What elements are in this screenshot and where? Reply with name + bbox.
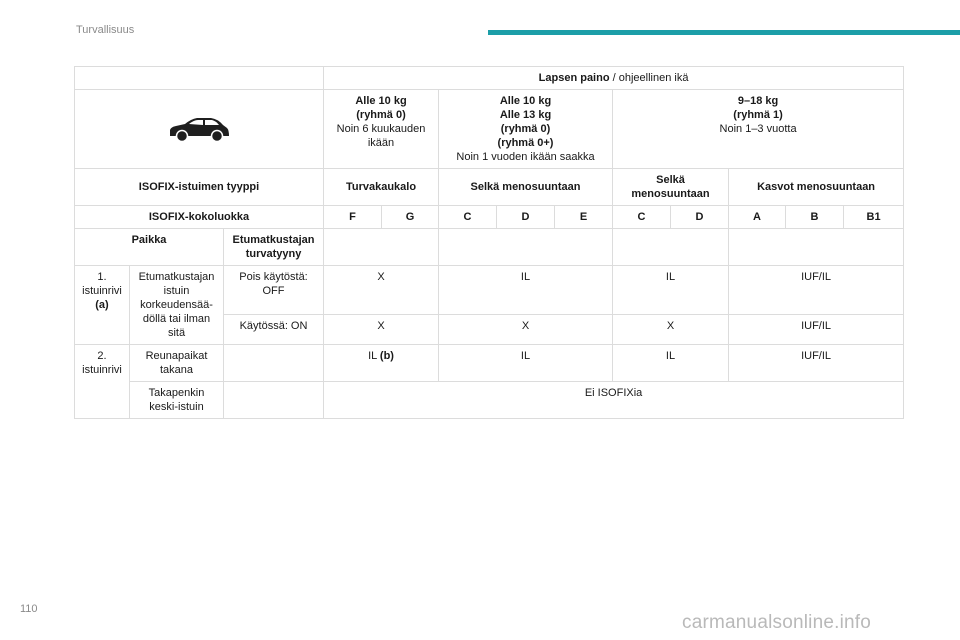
- type-carrycot: Turvakaukalo: [324, 169, 439, 206]
- weight-title-rest: / ohjeellinen ikä: [609, 72, 689, 84]
- front-on-value: IUF/IL: [729, 314, 904, 344]
- front-off-value: IL: [439, 266, 613, 315]
- rear-outer-value-0-note: (b): [379, 350, 394, 362]
- rear-middle-row: [75, 382, 904, 419]
- rear-middle-seat: Takapenkin keski-istuin: [130, 382, 224, 419]
- position-header-row: [75, 229, 904, 266]
- empty-cell: [224, 345, 324, 382]
- place-header: Paikka: [75, 229, 224, 266]
- group-0plus-age: Noin 1 vuoden ikään saakka: [456, 151, 595, 163]
- class-cell: D: [671, 206, 729, 229]
- group-0plus-cell: [439, 90, 613, 169]
- rear-outer-seat: Reunapaikat takana: [130, 345, 224, 382]
- group-row: [75, 90, 904, 169]
- front-seat: Etumatkustajan istuin korkeudensää-döllä tai ilman sitä: [130, 266, 224, 345]
- class-cell: B1: [844, 206, 904, 229]
- group-0-weight: Alle 10 kg: [355, 95, 407, 107]
- class-cell: F: [324, 206, 382, 229]
- rear-outer-value: IUF/IL: [729, 345, 904, 382]
- group-1-weight: 9–18 kg: [737, 95, 779, 107]
- front-position-label: istuinrivi: [82, 285, 122, 297]
- front-position-note: (a): [95, 299, 109, 311]
- front-on-value: X: [439, 314, 613, 344]
- empty-corner-cell: [75, 67, 324, 90]
- weight-title-row: [75, 67, 904, 90]
- front-off-value: IL: [613, 266, 729, 315]
- watermark: carmanualsonline.info: [682, 612, 872, 633]
- empty-cell: [729, 229, 904, 266]
- group-0plus-weight-a: Alle 10 kg: [499, 95, 552, 107]
- group-0plus-group-b: (ryhmä 0+): [497, 137, 554, 149]
- weight-title-bold: Lapsen paino: [538, 72, 610, 84]
- class-cell: E: [555, 206, 613, 229]
- airbag-header: Etumatkustajan turvatyyny: [224, 229, 324, 266]
- front-off-value: X: [324, 266, 439, 315]
- class-cell: A: [729, 206, 786, 229]
- rear-outer-value-0-text: IL: [368, 350, 380, 362]
- section-label: Turvallisuus: [76, 24, 135, 36]
- rear-outer-value: IL: [439, 345, 613, 382]
- class-cell: D: [497, 206, 555, 229]
- rear-outer-row: [75, 345, 904, 382]
- car-icon: [167, 114, 231, 144]
- rear-position-label: istuinrivi: [82, 364, 122, 376]
- front-off-row: [75, 266, 904, 315]
- front-position-number: 1.: [97, 271, 107, 283]
- empty-cell: [324, 229, 439, 266]
- page-number: 110: [20, 603, 38, 615]
- front-position: [75, 266, 130, 345]
- weight-title: [324, 67, 904, 90]
- accent-bar: [488, 30, 960, 35]
- empty-cell: [224, 382, 324, 419]
- class-cell: G: [382, 206, 439, 229]
- rear-position: [75, 345, 130, 419]
- group-0plus-weight-b: Alle 13 kg: [499, 109, 552, 121]
- group-0-group: (ryhmä 0): [356, 109, 406, 121]
- class-cell: C: [613, 206, 671, 229]
- airbag-on-label: Käytössä: ON: [224, 314, 324, 344]
- isofix-table: [74, 66, 904, 419]
- type-rear-facing-b: Selkä menosuuntaan: [613, 169, 729, 206]
- front-off-value: IUF/IL: [729, 266, 904, 315]
- car-icon-cell: [75, 90, 324, 169]
- class-cell: C: [439, 206, 497, 229]
- group-1-cell: [613, 90, 904, 169]
- type-row-label: ISOFIX-istuimen tyyppi: [75, 169, 324, 206]
- group-1-group: (ryhmä 1): [733, 109, 783, 121]
- group-0-cell: [324, 90, 439, 169]
- rear-middle-value: Ei ISOFIXia: [324, 382, 904, 419]
- class-cell: B: [786, 206, 844, 229]
- class-row: [75, 206, 904, 229]
- group-0plus-group-a: (ryhmä 0): [500, 123, 551, 135]
- class-row-label: ISOFIX-kokoluokka: [75, 206, 324, 229]
- airbag-off-label: Pois käytöstä: OFF: [224, 266, 324, 315]
- front-on-value: X: [613, 314, 729, 344]
- group-0-age: Noin 6 kuukauden ikään: [336, 123, 426, 149]
- rear-outer-value-0: [324, 345, 439, 382]
- empty-cell: [439, 229, 613, 266]
- type-row: [75, 169, 904, 206]
- group-1-age: Noin 1–3 vuotta: [719, 123, 797, 135]
- front-on-value: X: [324, 314, 439, 344]
- type-forward-facing: Kasvot menosuuntaan: [729, 169, 904, 206]
- type-rear-facing-a: Selkä menosuuntaan: [439, 169, 613, 206]
- empty-cell: [613, 229, 729, 266]
- rear-position-number: 2.: [97, 350, 107, 362]
- rear-outer-value: IL: [613, 345, 729, 382]
